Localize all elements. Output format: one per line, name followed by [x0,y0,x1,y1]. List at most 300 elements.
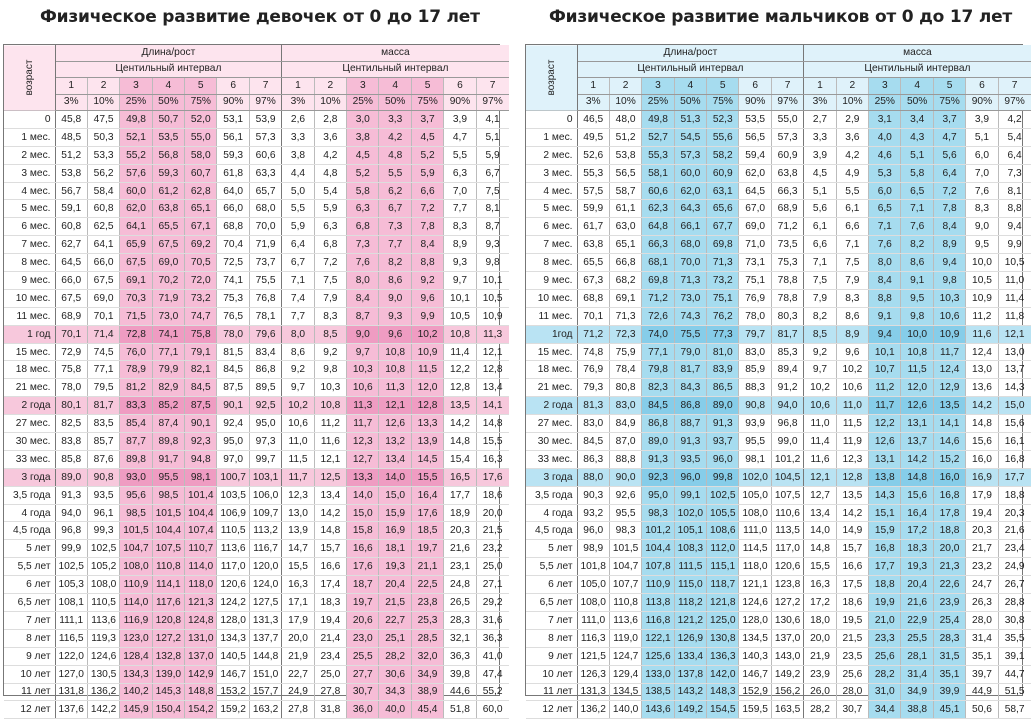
length-cell: 92,3 [185,433,217,451]
length-cell: 52,0 [185,111,217,129]
length-cell: 86,8 [249,361,281,379]
length-cell: 71,0 [739,236,771,254]
age-cell: 3,5 года [526,486,577,504]
mass-cell: 11,4 [444,343,476,361]
mass-cell: 12,7 [347,450,379,468]
mass-cell: 17,6 [476,468,508,486]
girls-title: Физическое развитие девочек от 0 до 17 лет [40,7,480,27]
table-row [4,486,509,504]
age-cell: 9 мес. [4,272,55,290]
table-row [526,594,1031,612]
mass-cell: 9,4 [998,218,1030,236]
mass-cell: 7,5 [476,182,508,200]
mass-cell: 9,8 [314,361,346,379]
length-cell: 56,5 [609,164,641,182]
length-cell: 51,2 [55,146,87,164]
length-cell: 136,3 [707,647,739,665]
age-cell: 3,5 года [4,486,55,504]
mass-cell: 2,6 [282,111,314,129]
length-cell: 145,9 [120,701,152,719]
length-cell: 94,0 [771,397,803,415]
mass-cell: 7,8 [933,200,965,218]
mass-cell: 6,1 [836,200,868,218]
length-cell: 98,5 [120,504,152,522]
mass-cell: 5,4 [998,128,1030,146]
mass-cell: 7,0 [966,164,998,182]
mass-cell: 7,5 [804,272,836,290]
mass-cell: 25,5 [347,647,379,665]
mass-cell: 15,0 [998,397,1030,415]
mass-cell: 4,8 [379,146,411,164]
table-row [526,236,1031,254]
mass-cell: 20,6 [347,611,379,629]
length-cell: 65,7 [249,182,281,200]
length-cell: 99,7 [249,450,281,468]
mass-cell: 19,9 [869,594,901,612]
table-row [526,343,1031,361]
table-row [526,218,1031,236]
mass-cell: 13,3 [411,415,443,433]
centile-number: 3 [120,78,152,95]
mass-cell: 9,8 [901,307,933,325]
mass-cell: 13,4 [804,504,836,522]
length-cell: 64,8 [642,218,674,236]
length-cell: 67,5 [152,236,184,254]
mass-cell: 31,5 [933,647,965,665]
length-cell: 71,3 [609,307,641,325]
mass-cell: 21,5 [476,522,508,540]
length-cell: 116,3 [577,629,609,647]
mass-cell: 14,3 [869,486,901,504]
length-cell: 58,2 [707,146,739,164]
length-cell: 108,0 [87,576,119,594]
mass-cell: 8,5 [314,325,346,343]
length-cell: 64,1 [87,236,119,254]
length-cell: 102,5 [707,486,739,504]
table-row [4,540,509,558]
length-cell: 95,0 [217,433,249,451]
length-cell: 73,2 [707,272,739,290]
mass-cell: 5,2 [411,146,443,164]
mass-cell: 17,5 [836,576,868,594]
length-cell: 75,8 [185,325,217,343]
mass-cell: 15,4 [444,450,476,468]
mass-cell: 13,9 [411,433,443,451]
length-cell: 61,8 [217,164,249,182]
mass-cell: 6,2 [379,182,411,200]
table-row [526,504,1031,522]
length-cell: 78,0 [55,379,87,397]
age-cell: 4 мес. [4,182,55,200]
length-cell: 92,6 [609,486,641,504]
length-cell: 66,1 [674,218,706,236]
mass-cell: 15,5 [476,433,508,451]
centile-percent: 75% [707,94,739,111]
mass-cell: 6,1 [804,218,836,236]
length-cell: 145,3 [152,683,184,701]
length-cell: 128,0 [739,611,771,629]
mass-cell: 21,4 [314,629,346,647]
mass-cell: 5,9 [476,146,508,164]
length-cell: 64,0 [217,182,249,200]
mass-cell: 12,3 [836,450,868,468]
mass-cell: 10,1 [476,272,508,290]
length-cell: 119,0 [609,629,641,647]
length-cell: 49,8 [120,111,152,129]
length-cell: 52,3 [707,111,739,129]
length-cell: 84,3 [674,379,706,397]
length-cell: 82,5 [55,415,87,433]
mass-cell: 7,5 [836,254,868,272]
mass-cell: 38,8 [901,701,933,719]
mass-cell: 12,9 [933,379,965,397]
length-cell: 103,5 [217,486,249,504]
length-cell: 59,1 [55,200,87,218]
length-cell: 69,1 [120,272,152,290]
length-cell: 72,5 [217,254,249,272]
length-cell: 121,3 [185,594,217,612]
length-cell: 68,9 [55,307,87,325]
length-cell: 86,3 [577,450,609,468]
length-cell: 53,8 [55,164,87,182]
mass-cell: 19,3 [901,558,933,576]
age-cell: 4 мес. [526,182,577,200]
mass-cell: 9,4 [933,254,965,272]
mass-cell: 23,9 [933,594,965,612]
mass-cell: 20,3 [444,522,476,540]
table-row [4,611,509,629]
mass-cell: 22,6 [933,576,965,594]
mass-cell: 13,4 [314,486,346,504]
centile-number: 6 [217,78,249,95]
length-cell: 66,3 [771,182,803,200]
length-cell: 127,0 [55,665,87,683]
mass-cell: 5,1 [901,146,933,164]
mass-cell: 39,9 [933,683,965,701]
age-cell: 12 лет [4,701,55,719]
length-cell: 93,5 [87,486,119,504]
age-cell: 9 мес. [526,272,577,290]
boys-table [526,45,1031,719]
age-cell: 18 мес. [526,361,577,379]
length-cell: 114,5 [739,540,771,558]
mass-cell: 10,5 [966,272,998,290]
mass-header: масса [282,45,509,61]
mass-cell: 23,8 [411,594,443,612]
mass-cell: 10,5 [444,307,476,325]
mass-cell: 14,2 [836,504,868,522]
table-row [4,415,509,433]
mass-cell: 16,3 [282,576,314,594]
mass-cell: 8,2 [379,254,411,272]
length-cell: 80,3 [771,307,803,325]
mass-cell: 10,0 [901,325,933,343]
mass-cell: 17,9 [282,611,314,629]
length-cell: 142,2 [87,701,119,719]
length-cell: 55,0 [771,111,803,129]
mass-cell: 21,3 [933,558,965,576]
length-cell: 93,9 [739,415,771,433]
table-row [4,307,509,325]
table-row [4,397,509,415]
mass-cell: 8,3 [444,218,476,236]
mass-cell: 5,0 [282,182,314,200]
mass-cell: 13,0 [282,504,314,522]
mass-cell: 28,0 [836,683,868,701]
length-cell: 60,8 [87,200,119,218]
length-cell: 70,3 [120,289,152,307]
mass-cell: 18,8 [933,522,965,540]
length-cell: 55,0 [185,128,217,146]
mass-cell: 5,3 [869,164,901,182]
length-cell: 74,1 [152,325,184,343]
mass-cell: 10,9 [411,343,443,361]
table-row [4,128,509,146]
table-row [526,701,1031,719]
centile-percent: 10% [87,94,119,111]
length-cell: 140,5 [217,647,249,665]
length-cell: 68,0 [674,236,706,254]
mass-cell: 4,0 [869,128,901,146]
length-cell: 89,0 [55,468,87,486]
mass-cell: 24,9 [282,683,314,701]
mass-cell: 10,2 [411,325,443,343]
length-cell: 86,8 [642,415,674,433]
length-cell: 63,8 [577,236,609,254]
age-cell: 5,5 лет [4,558,55,576]
age-cell: 8 мес. [526,254,577,272]
mass-cell: 7,9 [836,272,868,290]
age-cell: 21 мес. [526,379,577,397]
length-cell: 97,0 [217,450,249,468]
mass-cell: 8,9 [933,236,965,254]
table-row [526,164,1031,182]
mass-cell: 3,9 [804,146,836,164]
boys-table-body [526,111,1031,719]
length-cell: 75,5 [249,272,281,290]
length-cell: 78,1 [249,307,281,325]
length-cell: 83,9 [707,361,739,379]
length-cell: 104,7 [120,540,152,558]
mass-cell: 20,0 [476,504,508,522]
length-cell: 123,8 [771,576,803,594]
mass-cell: 9,8 [933,272,965,290]
mass-cell: 4,2 [314,146,346,164]
mass-cell: 10,6 [836,379,868,397]
mass-cell: 13,4 [476,379,508,397]
length-cell: 71,2 [642,289,674,307]
mass-cell: 3,8 [282,146,314,164]
length-cell: 60,9 [771,146,803,164]
mass-cell: 9,8 [476,254,508,272]
age-cell: 3 года [4,468,55,486]
mass-cell: 9,2 [411,272,443,290]
length-cell: 79,8 [642,361,674,379]
mass-cell: 12,0 [901,379,933,397]
age-cell: 2 мес. [4,146,55,164]
mass-cell: 36,0 [347,701,379,719]
length-cell: 131,8 [55,683,87,701]
mass-cell: 9,6 [411,289,443,307]
centile-number: 4 [379,78,411,95]
length-cell: 66,8 [609,254,641,272]
length-cell: 78,8 [771,289,803,307]
mass-cell: 13,6 [966,379,998,397]
mass-cell: 25,5 [901,629,933,647]
length-cell: 83,3 [120,397,152,415]
length-cell: 154,2 [185,701,217,719]
mass-cell: 22,7 [379,611,411,629]
mass-cell: 16,6 [836,558,868,576]
centile-number: 2 [836,78,868,95]
length-cell: 98,5 [152,486,184,504]
mass-cell: 27,7 [347,665,379,683]
table-row [4,343,509,361]
centile-header-length: Центильный интервал [55,61,282,78]
mass-cell: 16,0 [933,468,965,486]
table-row [526,468,1031,486]
centile-number: 7 [476,78,508,95]
length-cell: 143,2 [674,683,706,701]
age-cell: 1 мес. [4,128,55,146]
mass-cell: 3,9 [966,111,998,129]
length-cell: 163,5 [771,701,803,719]
length-cell: 133,0 [642,665,674,683]
length-cell: 124,6 [87,647,119,665]
length-cell: 75,3 [771,254,803,272]
mass-cell: 8,6 [836,307,868,325]
length-cell: 74,7 [185,307,217,325]
length-cell: 137,7 [249,629,281,647]
mass-cell: 14,5 [411,450,443,468]
table-row [526,540,1031,558]
length-cell: 55,3 [642,146,674,164]
mass-cell: 16,4 [901,504,933,522]
length-cell: 92,5 [249,397,281,415]
length-cell: 71,2 [771,218,803,236]
table-row [526,254,1031,272]
mass-header: масса [804,45,1031,61]
length-cell: 75,5 [674,325,706,343]
table-row [526,397,1031,415]
length-cell: 75,3 [217,289,249,307]
mass-cell: 6,4 [998,146,1030,164]
mass-cell: 3,1 [869,111,901,129]
mass-cell: 11,0 [282,433,314,451]
length-cell: 90,1 [217,397,249,415]
mass-cell: 36,3 [476,629,508,647]
length-cell: 53,1 [217,111,249,129]
age-cell: 11 мес. [526,307,577,325]
length-cell: 140,3 [739,647,771,665]
age-cell: 2 мес. [526,146,577,164]
mass-cell: 18,1 [379,540,411,558]
mass-cell: 13,1 [869,450,901,468]
mass-cell: 16,3 [804,576,836,594]
length-cell: 48,0 [609,111,641,129]
length-cell: 81,3 [577,397,609,415]
mass-cell: 15,6 [901,486,933,504]
length-cell: 70,0 [249,218,281,236]
mass-cell: 18,7 [347,576,379,594]
length-cell: 125,0 [707,611,739,629]
length-cell: 131,3 [577,683,609,701]
length-cell: 111,5 [674,558,706,576]
length-cell: 149,2 [674,701,706,719]
length-cell: 157,7 [249,683,281,701]
mass-cell: 26,0 [804,683,836,701]
mass-cell: 6,5 [901,182,933,200]
length-cell: 105,1 [674,522,706,540]
mass-cell: 18,8 [869,576,901,594]
mass-cell: 13,5 [933,397,965,415]
mass-cell: 21,6 [444,540,476,558]
mass-cell: 4,2 [379,128,411,146]
length-cell: 159,2 [217,701,249,719]
centile-number: 2 [609,78,641,95]
length-cell: 87,6 [87,450,119,468]
table-row [4,468,509,486]
mass-cell: 17,7 [444,486,476,504]
mass-cell: 23,4 [998,540,1030,558]
mass-cell: 13,2 [379,433,411,451]
mass-cell: 17,9 [966,486,998,504]
length-cell: 69,0 [152,254,184,272]
length-cell: 76,9 [739,289,771,307]
mass-cell: 8,6 [379,272,411,290]
mass-cell: 28,5 [411,629,443,647]
length-cell: 63,0 [609,218,641,236]
length-cell: 121,8 [707,594,739,612]
age-cell: 5 мес. [4,200,55,218]
mass-cell: 16,4 [411,486,443,504]
length-cell: 78,4 [609,361,641,379]
mass-cell: 27,8 [314,683,346,701]
table-row [4,379,509,397]
length-cell: 69,8 [642,272,674,290]
length-cell: 133,4 [674,647,706,665]
table-row [526,146,1031,164]
length-cell: 68,2 [609,272,641,290]
mass-cell: 2,7 [804,111,836,129]
mass-cell: 17,7 [869,558,901,576]
mass-cell: 8,3 [836,289,868,307]
table-row [4,665,509,683]
mass-cell: 4,5 [411,128,443,146]
mass-cell: 3,3 [804,128,836,146]
mass-cell: 11,5 [901,361,933,379]
length-cell: 85,9 [739,361,771,379]
length-cell: 79,9 [152,361,184,379]
length-cell: 56,1 [217,128,249,146]
length-cell: 79,0 [674,343,706,361]
table-row [526,629,1031,647]
length-cell: 88,3 [739,379,771,397]
mass-cell: 7,2 [314,254,346,272]
length-cell: 107,7 [609,576,641,594]
mass-cell: 19,7 [411,540,443,558]
age-cell: 2 года [526,397,577,415]
centile-percent: 50% [674,94,706,111]
length-cell: 122,1 [642,629,674,647]
length-cell: 63,8 [152,200,184,218]
table-row [526,182,1031,200]
length-cell: 116,5 [55,629,87,647]
mass-cell: 9,7 [444,272,476,290]
length-cell: 58,0 [185,146,217,164]
length-cell: 83,4 [249,343,281,361]
length-cell: 101,4 [185,486,217,504]
